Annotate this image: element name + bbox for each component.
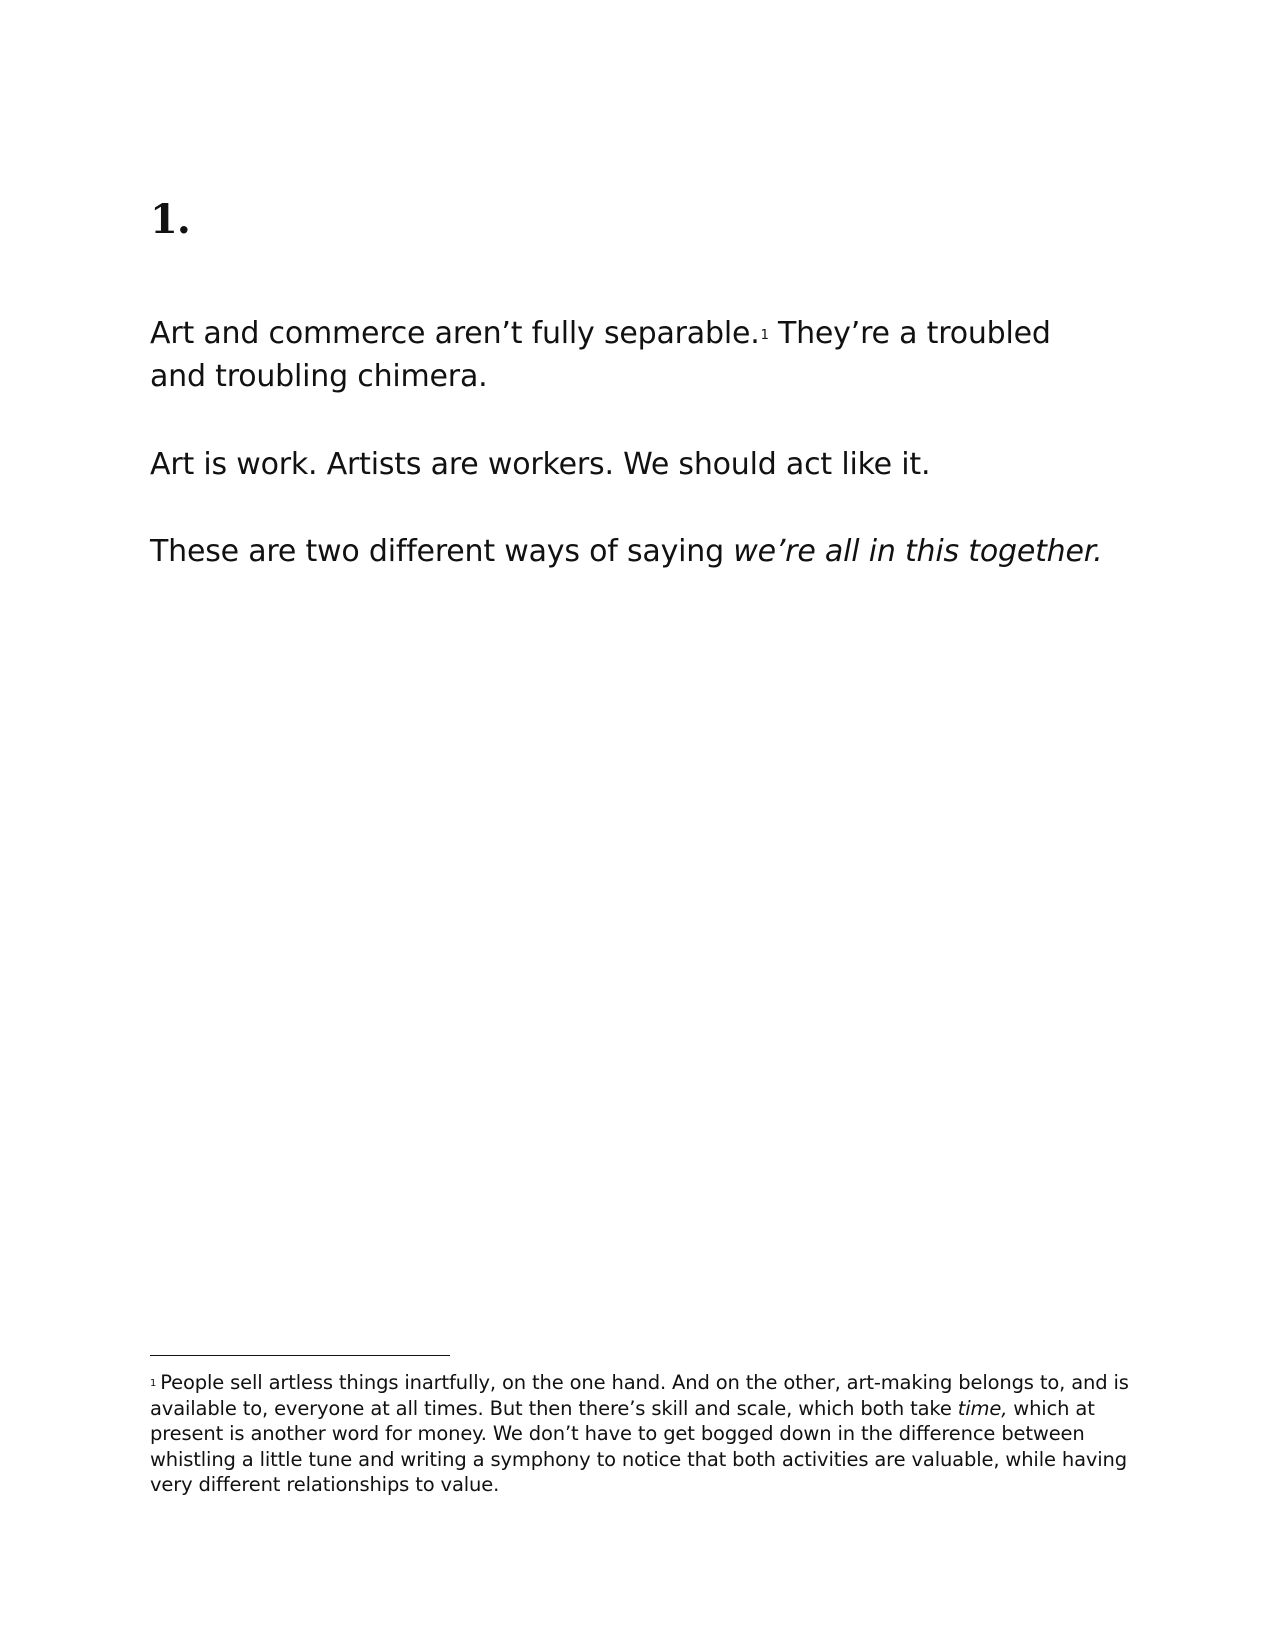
footnote-text: People sell artless things inartfully, on the one hand. And on the other, art-making belongs to, and is available to, everyone at all times. But then there’s skill and scale, which both take bbox=[150, 1371, 1129, 1420]
footnote-marker: 1 bbox=[150, 1378, 157, 1389]
footnote-emphasis: time, bbox=[957, 1396, 1008, 1420]
paragraph-text: Art and commerce aren’t fully separable. bbox=[150, 316, 760, 351]
paragraph-together bbox=[150, 530, 1110, 573]
section-number: 1. bbox=[150, 196, 190, 243]
paragraph-text: They’re a troubled and troubling chimera. bbox=[150, 316, 1051, 394]
footnote bbox=[150, 1370, 1130, 1498]
footnote-reference[interactable]: 1 bbox=[760, 328, 769, 343]
paragraph-art-commerce bbox=[150, 312, 1110, 398]
emphasis-text: we’re all in this together. bbox=[733, 534, 1103, 569]
paragraph-text: These are two different ways of saying bbox=[150, 534, 734, 569]
paragraph-art-is-work: Art is work. Artists are workers. We should act like it. bbox=[150, 447, 931, 482]
footnote-text: which at present is another word for money. We don’t have to get bogged down in the difference between whistling a little tune and writing a symphony to notice that both activities are valuable, while having very different relationships to value. bbox=[150, 1396, 1127, 1496]
footnote-divider bbox=[150, 1355, 450, 1356]
